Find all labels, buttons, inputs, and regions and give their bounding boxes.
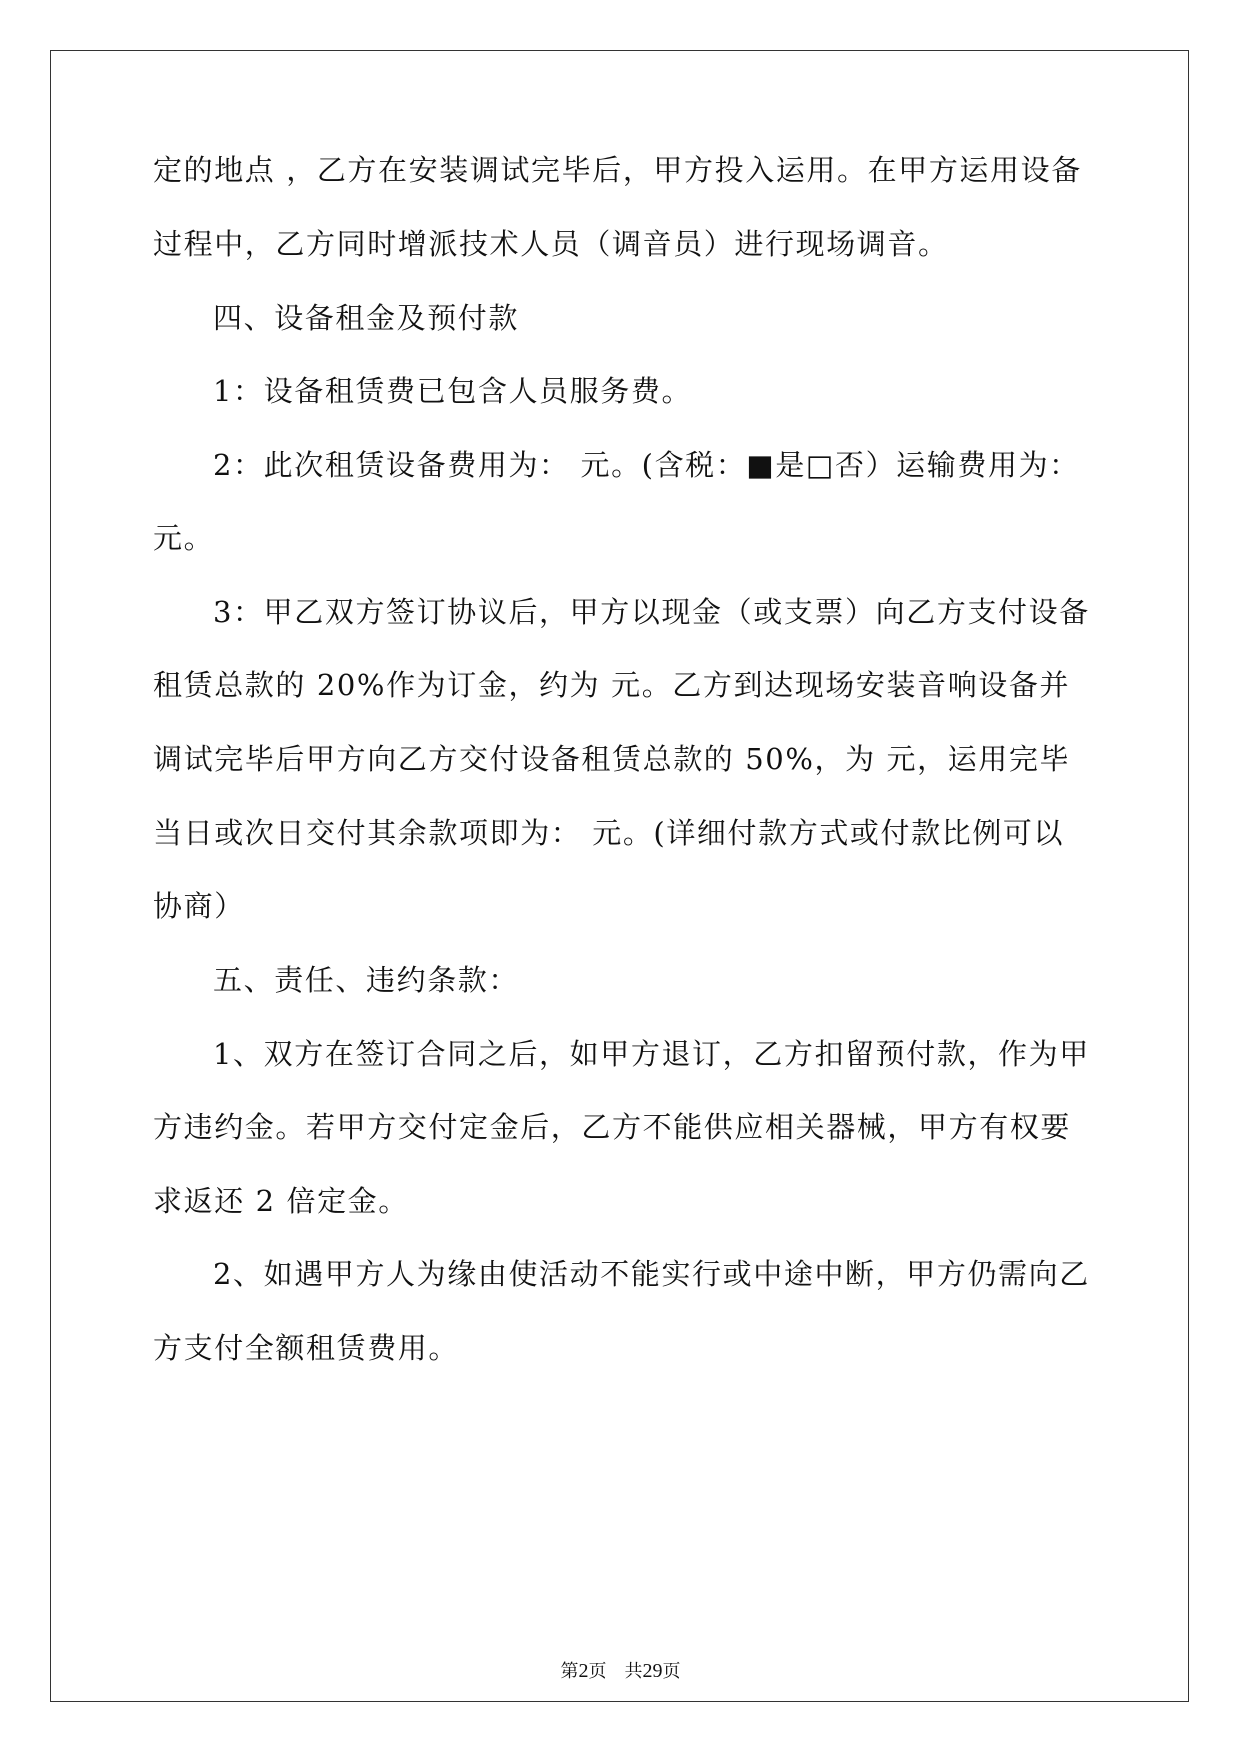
section-heading-5: 五、责任、违约条款： xyxy=(213,963,520,997)
clause-4-2-cont: 元。 xyxy=(153,521,215,555)
clause-5-2: 2、如遇甲方人为缘由使活动不能实行或中途中断，甲方仍需向乙 xyxy=(213,1257,1090,1291)
clause-5-2-line-2: 方支付全额租赁费用。 xyxy=(153,1331,460,1365)
clause-4-3-line-5: 协商） xyxy=(153,889,245,923)
clause-4-2: 2：此次租赁设备费用为： 元。(含税：■是□否）运输费用为： xyxy=(213,448,1080,482)
page-prefix: 第 xyxy=(560,1661,579,1682)
body-line-2: 过程中，乙方同时增派技术人员（调音员）进行现场调音。 xyxy=(153,227,949,261)
clause-5-1-line-2: 方违约金。若甲方交付定金后，乙方不能供应相关器械，甲方有权要 xyxy=(153,1110,1072,1144)
clause-4-1: 1：设备租赁费已包含人员服务费。 xyxy=(213,374,693,408)
clause-4-3-line-4: 当日或次日交付其余款项即为： 元。(详细付款方式或付款比例可以 xyxy=(153,816,1065,850)
clause-4-3: 3：甲乙双方签订协议后，甲方以现金（或支票）向乙方支付设备 xyxy=(213,595,1090,629)
total-pages: 29 xyxy=(642,1660,663,1682)
body-line-1: 定的地点 ，乙方在安装调试完毕后，甲方投入运用。在甲方运用设备 xyxy=(153,153,1082,187)
page-border xyxy=(50,50,1189,1702)
clause-4-3-line-3: 调试完毕后甲方向乙方交付设备租赁总款的 50%，为 元，运用完毕 xyxy=(153,742,1071,776)
total-suffix: 页 xyxy=(662,1661,681,1682)
clause-5-1: 1、双方在签订合同之后，如甲方退订，乙方扣留预付款，作为甲 xyxy=(213,1037,1090,1071)
page-suffix: 页 xyxy=(588,1661,607,1682)
clause-5-1-line-3: 求返还 2 倍定金。 xyxy=(153,1184,409,1218)
clause-4-3-line-2: 租赁总款的 20%作为订金，约为 元。乙方到达现场安装音响设备并 xyxy=(153,668,1071,702)
section-heading-4: 四、设备租金及预付款 xyxy=(213,301,520,335)
page-number: 2 xyxy=(578,1660,589,1682)
page-footer xyxy=(0,1660,1241,1683)
total-prefix: 共 xyxy=(624,1661,643,1682)
